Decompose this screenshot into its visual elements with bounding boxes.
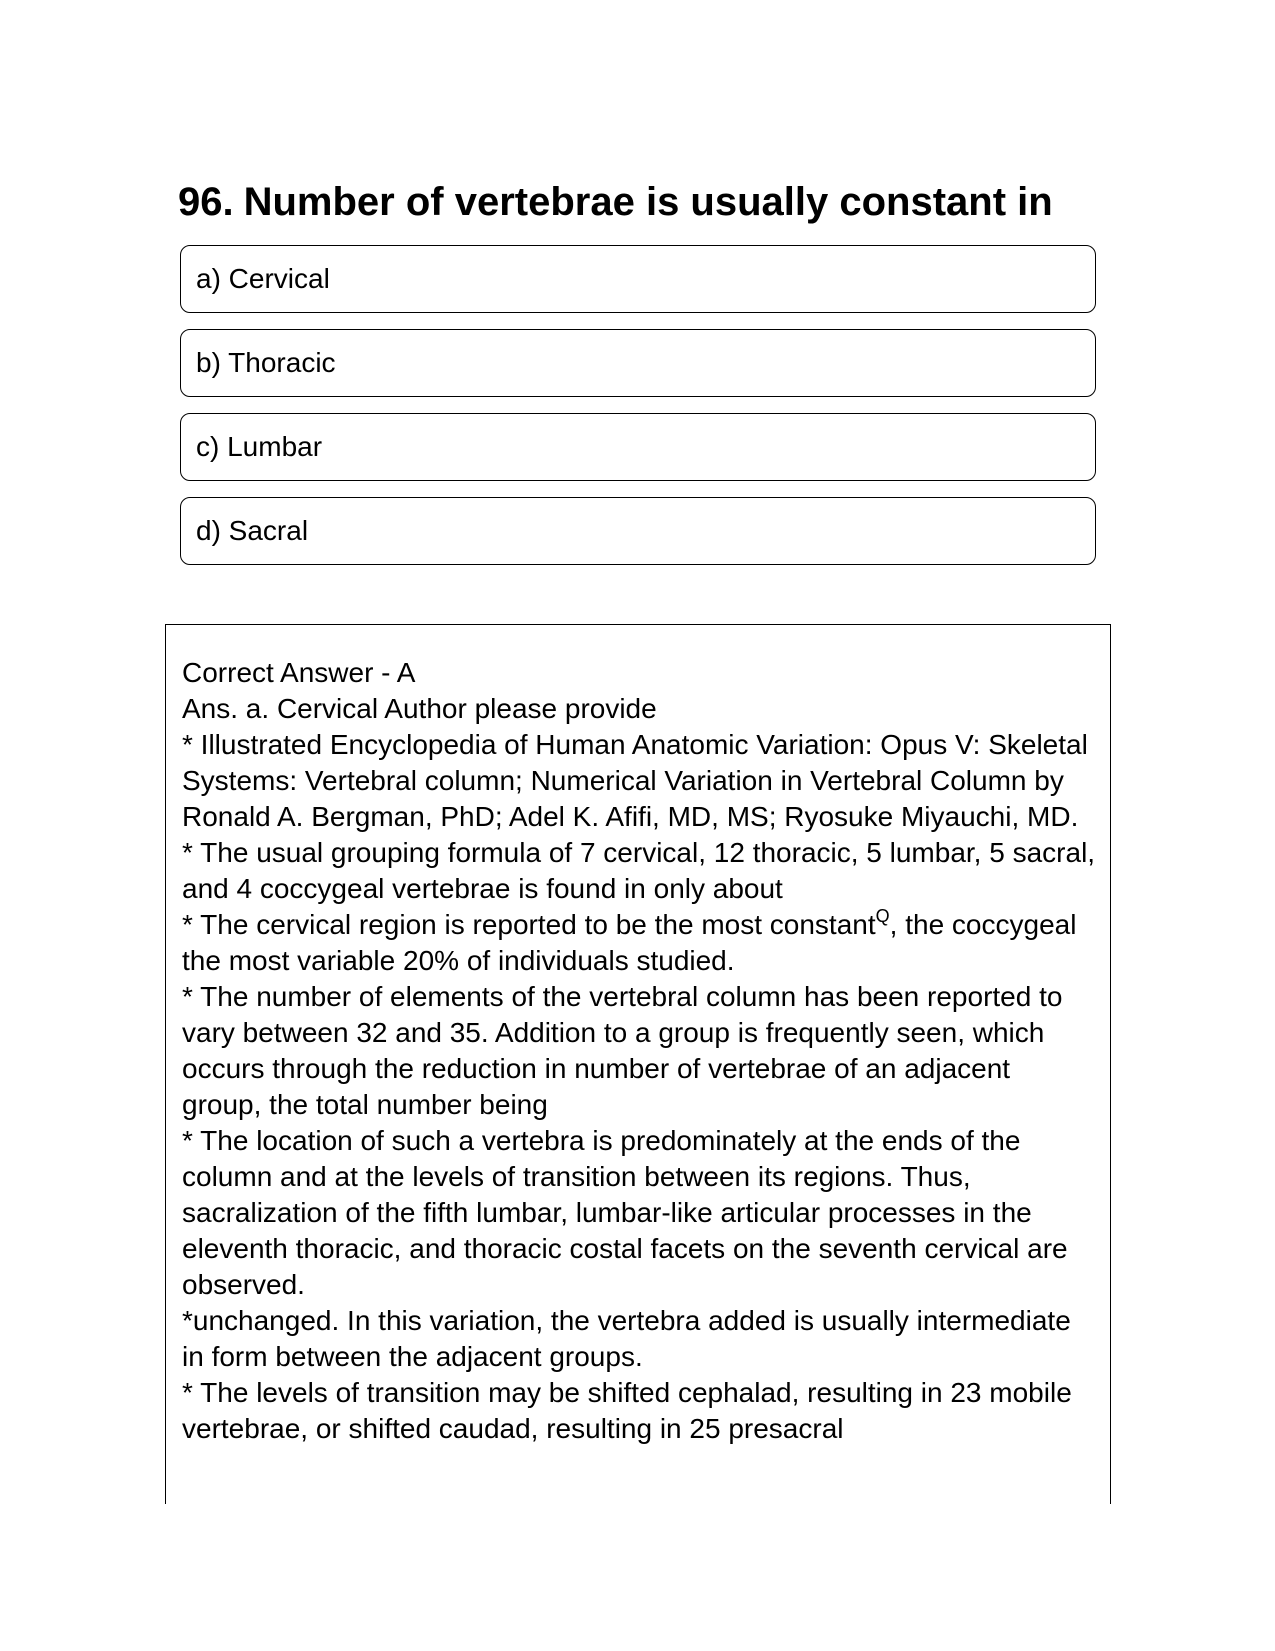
explanation-paragraph-5: *unchanged. In this variation, the vertebra added is usually intermediate in form between the adjacent groups. xyxy=(182,1305,1071,1372)
reference-paragraph: * Illustrated Encyclopedia of Human Anatomic Variation: Opus V: Skeletal Systems: Vertebral column; Numerical Variation in Vertebral Column by Ronald A. Bergman, PhD; Adel K. Afifi, MD, MS; Ryosuke Miyauchi, MD. xyxy=(182,729,1088,832)
explanation-paragraph-2 xyxy=(182,907,1096,979)
paragraph-2-text: * The cervical region is reported to be the most constant xyxy=(182,909,876,940)
option-a[interactable]: a) Cervical xyxy=(180,245,1096,313)
option-c[interactable]: c) Lumbar xyxy=(180,413,1096,481)
option-d[interactable]: d) Sacral xyxy=(180,497,1096,565)
answer-line: Ans. a. Cervical Author please provide xyxy=(182,693,657,724)
answer-options xyxy=(180,245,1096,581)
explanation-paragraph-4: * The location of such a vertebra is predominately at the ends of the column and at the levels of transition between its regions. Thus, sacralization of the fifth lumbar, lumbar-like articular processes in the eleventh thoracic, and thoracic costal facets on the seventh cervical are observed. xyxy=(182,1125,1068,1300)
question-text: Number of vertebrae is usually constant in xyxy=(243,180,1053,224)
correct-answer: Correct Answer - A xyxy=(182,657,416,688)
explanation-paragraph-1: * The usual grouping formula of 7 cervical, 12 thoracic, 5 lumbar, 5 sacral, and 4 coccygeal vertebrae is found in only about xyxy=(182,837,1096,904)
explanation-paragraph-6: * The levels of transition may be shifted cephalad, resulting in 23 mobile vertebrae, or shifted caudad, resulting in 25 presacral xyxy=(182,1377,1072,1444)
superscript-q: Q xyxy=(875,906,890,926)
paragraph-2-text-end: , the coccygeal the most variable 20% of individuals studied. xyxy=(182,909,1077,976)
option-b[interactable]: b) Thoracic xyxy=(180,329,1096,397)
explanation-box xyxy=(165,624,1111,1504)
question-number: 96. xyxy=(178,180,234,224)
question-heading xyxy=(178,178,1098,226)
explanation-paragraph-3: * The number of elements of the vertebral column has been reported to vary between 32 and 35. Addition to a group is frequently seen, which occurs through the reduction in number of vertebrae of an adjacent group, the total number being xyxy=(182,981,1063,1120)
